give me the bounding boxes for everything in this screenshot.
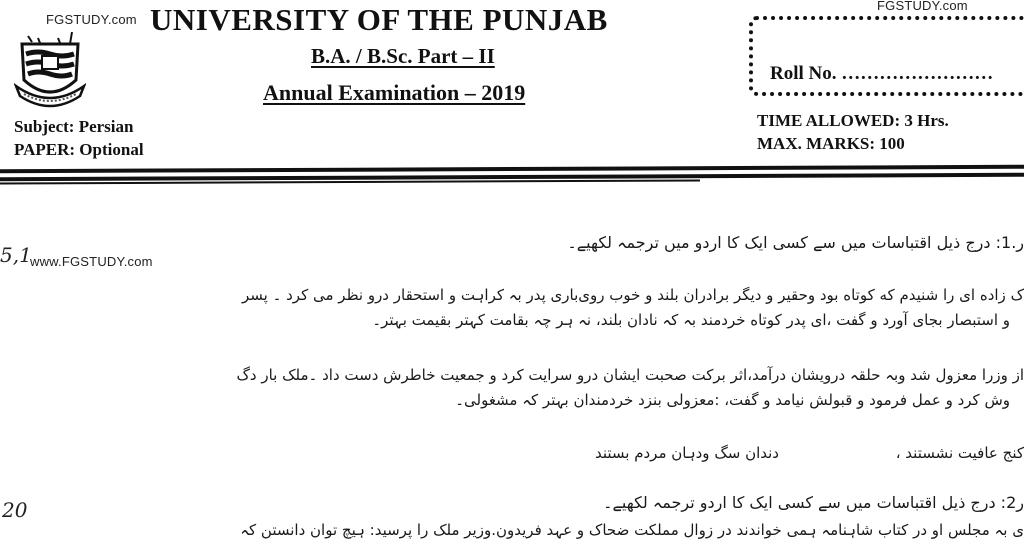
q2-passage-1-line-1: ی بہ مجلس او در کتاب شاہنامہ ہمی خواندند در زوال مملکت ضحاک و عہد فریدون.وزیر ملک را پرسید: ہیچ توان دانستن کہ [240,521,1024,539]
roll-number-field: Roll No. …………………… [770,63,994,84]
watermark-top-right: FGSTUDY.com [877,0,968,13]
marks-handwritten-q2: 20 [2,498,28,522]
q1-verse-part-2: دندان سگ ودہان مردم بستند [594,444,779,462]
university-title: UNIVERSITY OF THE PUNJAB [150,2,608,37]
program-title: B.A. / B.Sc. Part – II [311,44,495,68]
max-marks-label: MAX. MARKS: 100 [757,134,905,153]
q1-passage-2-line-1: از وزرا معزول شد وبہ حلقہ درویشان درآمد،اثر برکت صحبت ایشان درو سرایت کرد و جمعیت خاطرش دست داد ۔ملک بار دگ [236,366,1024,384]
subject-label: Subject: Persian [14,117,134,136]
watermark-inline: www.FGSTUDY.com [30,254,153,269]
q1-passage-2-line-2: وش کرد و عمل فرمود و قبولش نیامد و گفت، :معزولی بنزد خردمندان بہتر کہ مشغولی۔ [455,391,1010,409]
watermark-top-left: FGSTUDY.com [46,12,137,27]
question-1-heading: ر.1: درج ذیل اقتباسات میں سے کسی ایک کا اردو میں ترجمہ لکھیے۔ [567,233,1024,252]
time-allowed-label: TIME ALLOWED: 3 Hrs. [757,111,949,130]
paper-label: PAPER: Optional [14,140,144,159]
university-crest-icon [14,30,86,114]
q1-passage-1-line-1: ک زاده ای را شنیدم که کوتاه بود وحقیر و دیگر برادران بلند و خوب روی‌باری پدر بہ کراہت و استحقار درو نظر می کرد ۔ پسر [241,286,1024,304]
exam-title: Annual Examination – 2019 [263,80,526,105]
q1-passage-1-line-2: و استبصار بجای آورد و گفت ،ای پدر کوتاه خردمند بہ کہ نادان بلند، نہ ہر چہ بقامت کہتر بقیمت بہتر۔ [372,311,1010,329]
marks-handwritten-q1: 5,1 [0,243,32,267]
question-2-heading: ر2: درج ذیل اقتباسات میں سے کسی ایک کا اردو ترجمہ لکھیے۔ [603,493,1024,512]
header-rule-1 [0,165,1024,173]
q1-verse-part-1: کنج عافیت نشستند ، [895,444,1024,462]
